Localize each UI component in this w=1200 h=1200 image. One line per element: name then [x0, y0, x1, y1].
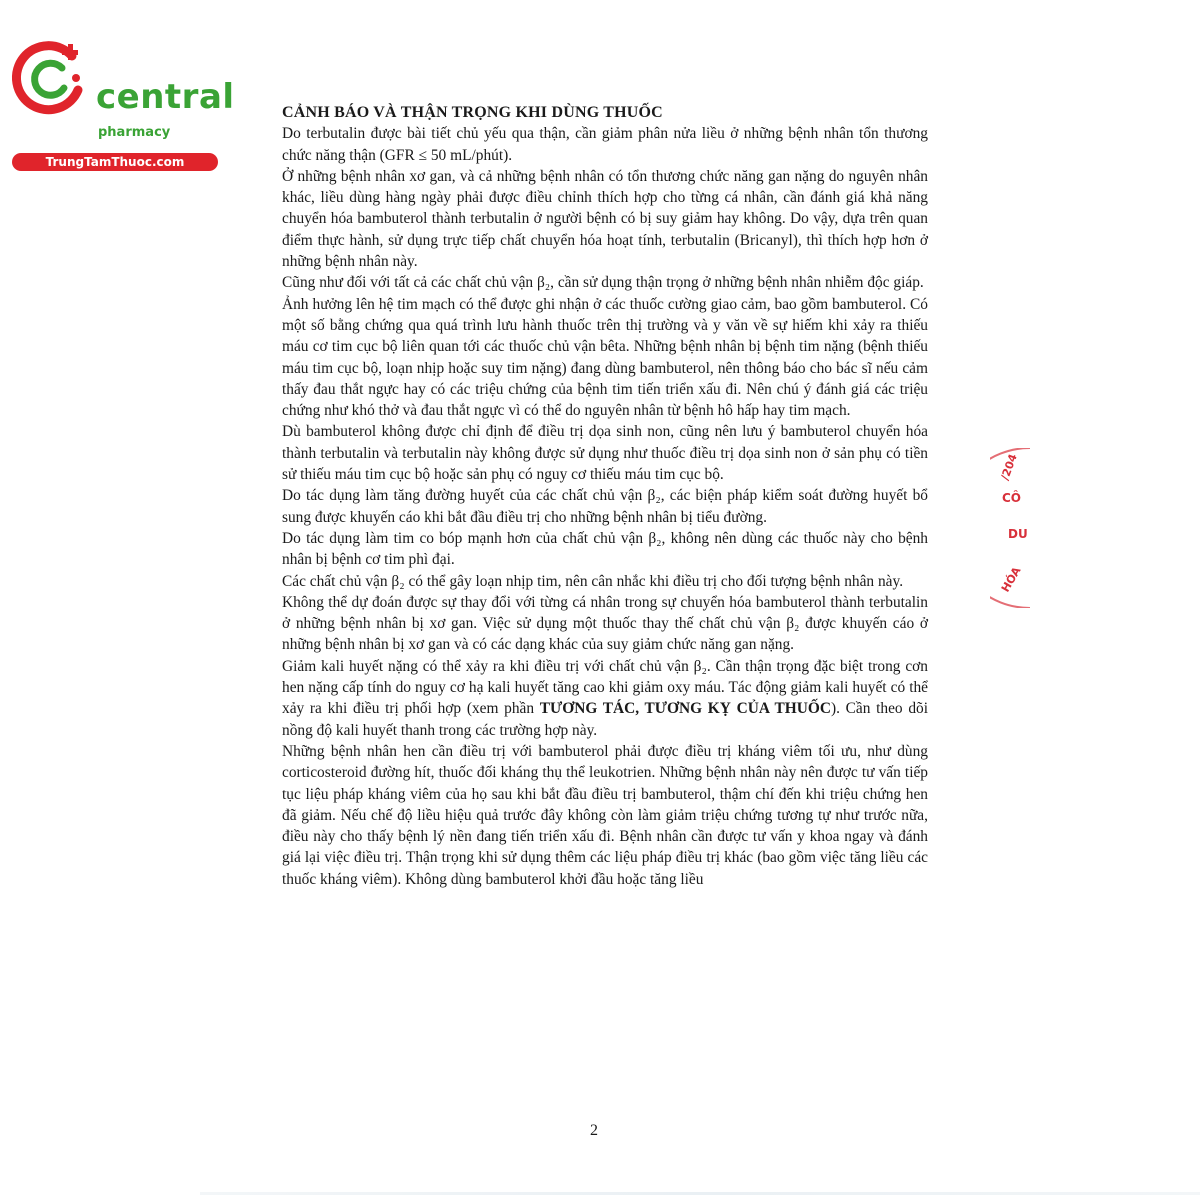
- paragraph-cirrhosis: Ở những bệnh nhân xơ gan, và cả những bệnh nhân có tổn thương chức năng gan nặng do nguyên nhân khác, liều dùng hàng ngày phải được điều chỉnh thích hợp cho từng cá nhân, cần đánh giá khả năng chuyển hóa bambuterol thành terbutalin ở người bệnh có bị suy giảm hay không. Do vậy, dựa trên quan điểm thực hành, sử dụng trực tiếp chất chuyển hóa hoạt tính, terbutalin (Bricanyl), thì thích hợp hơn ở những bệnh nhân này.: [282, 167, 928, 271]
- hypokalemia-text-start: Giảm kali huyết nặng có thể xảy ra khi điều trị với chất chủ vận β₂. Cần thận trọng đặc biệt trong cơn hen nặng cấp tính do nguy cơ hạ kali huyết tăng cao khi giảm oxy máu. Tác động giảm kali huyết có thể xảy ra khi điều trị phối hợp (xem phần: [282, 657, 928, 718]
- svg-text:HÓA: HÓA: [998, 564, 1024, 595]
- paragraph-thyrotoxicosis: Cũng như đối với tất cả các chất chủ vận β₂, cần sử dụng thận trọng ở những bệnh nhân nhiễm độc giáp.: [282, 274, 924, 292]
- stamp-seal-icon: [990, 448, 1040, 608]
- svg-text:DU: DU: [1008, 527, 1028, 541]
- paragraph-diabetes: Do tác dụng làm tăng đường huyết của các chất chủ vận β₂, các biện pháp kiểm soát đường huyết bổ sung được khuyến cáo khi bắt đầu điều trị cho những bệnh nhân bị tiểu đường.: [282, 487, 928, 526]
- paragraph-preterm-labor: Dù bambuterol không được chỉ định để điều trị dọa sinh non, cũng nên lưu ý bambuterol chuyển hóa thành terbutalin và terbutalin này không được sử dụng như thuốc điều trị dọa sinh non ở sản phụ có tiền sử thiếu máu tim cục bộ hoặc sản phụ có nguy cơ thiếu máu tim cục bộ.: [282, 423, 928, 484]
- paragraph-cardiomyopathy: Do tác dụng làm tim co bóp mạnh hơn của chất chủ vận β₂, không nên dùng các thuốc này cho bệnh nhân bị bệnh cơ tim phì đại.: [282, 529, 928, 569]
- hypokalemia-text-end: ). Cần theo dõi nồng độ kali huyết thanh trong các trường hợp này.: [282, 700, 928, 739]
- brand-name: central: [96, 77, 235, 117]
- central-pharmacy-logo: [10, 36, 235, 169]
- paragraph-cardiovascular: Ảnh hưởng lên hệ tim mạch có thể được ghi nhận ở các thuốc cường giao cảm, bao gồm bambuterol. Có một số bằng chứng qua quá trình lưu hành thuốc trên thị trường và y văn về sự hiếm khi xảy ra thiếu máu cơ tim cục bộ liên quan tới các thuốc chủ vận bêta. Những bệnh nhân bị bệnh tim nặng (bệnh thiếu máu tim cục bộ, loạn nhịp hoặc suy tim nặng) đang dùng bambuterol, nên thông báo cho bác sĩ nếu cảm thấy đau thắt ngực hay có các triệu chứng của bệnh tim tiến triển xấu đi. Nên chú ý đánh giá các triệu chứng như khó thở và đau thắt ngực vì có thể do nguyên nhân từ bệnh hô hấp hay tim mạch.: [282, 295, 928, 420]
- paragraph-liver-metabolism: Không thể dự đoán được sự thay đổi với từng cá nhân trong sự chuyển hóa bambuterol thành terbutalin ở những bệnh nhân bị xơ gan. Việc sử dụng một thuốc thay thế chất chủ vận β₂ được khuyến cáo ở những bệnh nhân bị xơ gan và có các dạng khác của suy giảm chức năng gan nặng.: [282, 593, 928, 654]
- paragraph-arrhythmia: Các chất chủ vận β₂ có thể gây loạn nhịp tim, nên cân nhắc khi điều trị cho đối tượng bệnh nhân này.: [282, 572, 904, 590]
- interaction-section-reference: TƯƠNG TÁC, TƯƠNG KỴ CỦA THUỐC: [539, 700, 831, 718]
- paragraph-asthma-antiinflammatory: Những bệnh nhân hen cần điều trị với bambuterol phải được điều trị kháng viêm tối ưu, như dùng corticosteroid đường hít, thuốc đối kháng thụ thể leukotrien. Những bệnh nhân này nên được tư vấn tiếp tục liệu pháp kháng viêm của họ sau khi bắt đầu điều trị bambuterol, thậm chí đến khi triệu chứng hen đã giảm. Nếu chế độ liều hiệu quả trước đây không còn làm giảm triệu chứng tương tự như trước nữa, điều này cho thấy bệnh lý nền đang tiến triển xấu đi. Bệnh nhân cần được tư vấn y khoa ngay và đánh giá lại việc điều trị. Thận trọng khi sử dụng thêm các liệu pháp điều trị khác (bao gồm việc tăng liều các thuốc kháng viêm). Không dùng bambuterol khởi đầu hoặc tăng liều: [282, 742, 928, 888]
- svg-text:/204: /204: [998, 452, 1020, 483]
- red-stamp-fragment: [990, 448, 1040, 608]
- section-heading: CẢNH BÁO VÀ THẬN TRỌNG KHI DÙNG THUỐC: [282, 104, 663, 121]
- brand-subtitle: pharmacy: [98, 125, 171, 140]
- document-page: [282, 102, 928, 890]
- paragraph-hypokalemia: [282, 656, 928, 741]
- page-number: 2: [590, 1122, 598, 1139]
- paragraph-renal: Do terbutalin được bài tiết chủ yếu qua thận, cần giảm phân nửa liều ở những bệnh nhân tổn thương chức năng thận (GFR ≤ 50 mL/phút).: [282, 125, 928, 164]
- scan-edge-line: [200, 1192, 1200, 1195]
- central-logo-mark-icon: [10, 38, 90, 118]
- svg-text:CÔ: CÔ: [1002, 491, 1022, 505]
- brand-website-link[interactable]: TrungTamThuoc.com: [12, 153, 218, 171]
